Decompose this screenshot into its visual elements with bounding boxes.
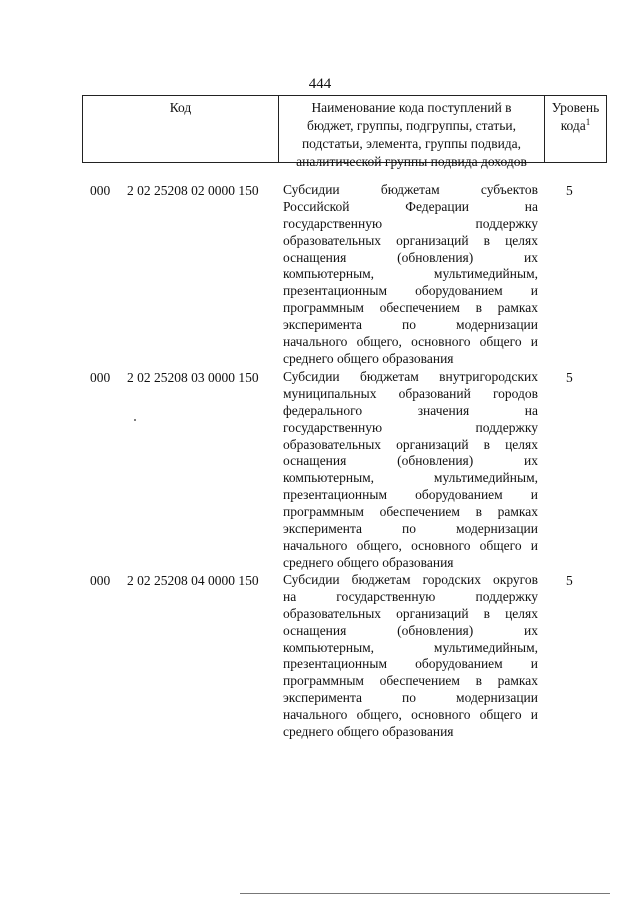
- description-line: презентационным оборудованием и: [283, 656, 538, 672]
- header-name: [279, 96, 545, 169]
- bottom-rule: [240, 893, 610, 894]
- description-line: Субсидии бюджетам внутригородских: [283, 369, 538, 384]
- revenue-description: [283, 572, 538, 741]
- header-name-line: Наименование кода поступлений в: [311, 100, 512, 115]
- header-level-text: кода: [560, 118, 586, 133]
- description-line: начального общего, основного общего и: [283, 707, 538, 723]
- description-line: презентационным оборудованием и: [283, 487, 538, 503]
- description-line: среднего общего образования: [283, 724, 454, 740]
- description-line: программным обеспечением в рамках: [283, 300, 538, 316]
- description-line: образовательных организаций в целях: [283, 605, 538, 621]
- description-line: начального общего, основного общего и: [283, 537, 538, 553]
- description-line: компьютерным, мультимедийным,: [283, 639, 538, 655]
- description-line: образовательных организаций в целях: [283, 436, 538, 452]
- description-line: оснащения (обновления) их: [283, 249, 538, 265]
- header-code: Код: [83, 96, 279, 162]
- admin-code: 000: [90, 370, 111, 385]
- header-name-line: подстатьи, элемента, группы подвида,: [301, 136, 522, 151]
- revenue-code: 2 02 25208 04 0000 150: [127, 573, 259, 588]
- revenue-code: 2 02 25208 02 0000 150: [127, 183, 259, 198]
- header-name-line: аналитической группы подвида доходов: [296, 154, 527, 169]
- admin-code: 000: [90, 573, 111, 588]
- description-line: эксперимента по модернизации: [283, 521, 538, 537]
- description-line: презентационным оборудованием и: [283, 283, 538, 299]
- description-line: компьютерным, мультимедийным,: [283, 266, 538, 282]
- description-line: на государственную поддержку: [283, 588, 538, 604]
- description-line: программным обеспечением в рамках: [283, 673, 538, 689]
- description-line: государственную поддержку: [283, 419, 538, 435]
- scan-speck: [134, 419, 136, 421]
- revenue-description: [283, 182, 538, 368]
- description-line: Субсидии бюджетам городских округов: [283, 572, 538, 587]
- table-header: [82, 95, 607, 169]
- description-line: Субсидии бюджетам субъектов: [283, 182, 538, 197]
- description-line: среднего общего образования: [283, 554, 454, 570]
- description-line: федерального значения на: [283, 402, 538, 418]
- code-level: 5: [566, 183, 573, 198]
- page-number: 444: [308, 76, 332, 92]
- header-level-line: Уровень: [551, 100, 600, 115]
- footnote-marker: 1: [585, 117, 591, 127]
- description-line: начального общего, основного общего и: [283, 334, 538, 350]
- header-level-line: [545, 117, 606, 135]
- description-line: оснащения (обновления) их: [283, 622, 538, 638]
- header-level: [545, 96, 606, 162]
- admin-code: 000: [90, 183, 111, 198]
- description-line: образовательных организаций в целях: [283, 232, 538, 248]
- description-line: эксперимента по модернизации: [283, 690, 538, 706]
- description-line: программным обеспечением в рамках: [283, 504, 538, 520]
- description-line: компьютерным, мультимедийным,: [283, 470, 538, 486]
- revenue-code: 2 02 25208 03 0000 150: [127, 370, 259, 385]
- revenue-description: [283, 369, 538, 572]
- description-line: государственную поддержку: [283, 215, 538, 231]
- description-line: эксперимента по модернизации: [283, 317, 538, 333]
- description-line: среднего общего образования: [283, 350, 454, 366]
- description-line: муниципальных образований городов: [283, 385, 538, 401]
- description-line: Российской Федерации на: [283, 198, 538, 214]
- code-level: 5: [566, 573, 573, 588]
- code-level: 5: [566, 370, 573, 385]
- header-name-line: бюджет, группы, подгруппы, статьи,: [307, 118, 516, 133]
- description-line: оснащения (обновления) их: [283, 453, 538, 469]
